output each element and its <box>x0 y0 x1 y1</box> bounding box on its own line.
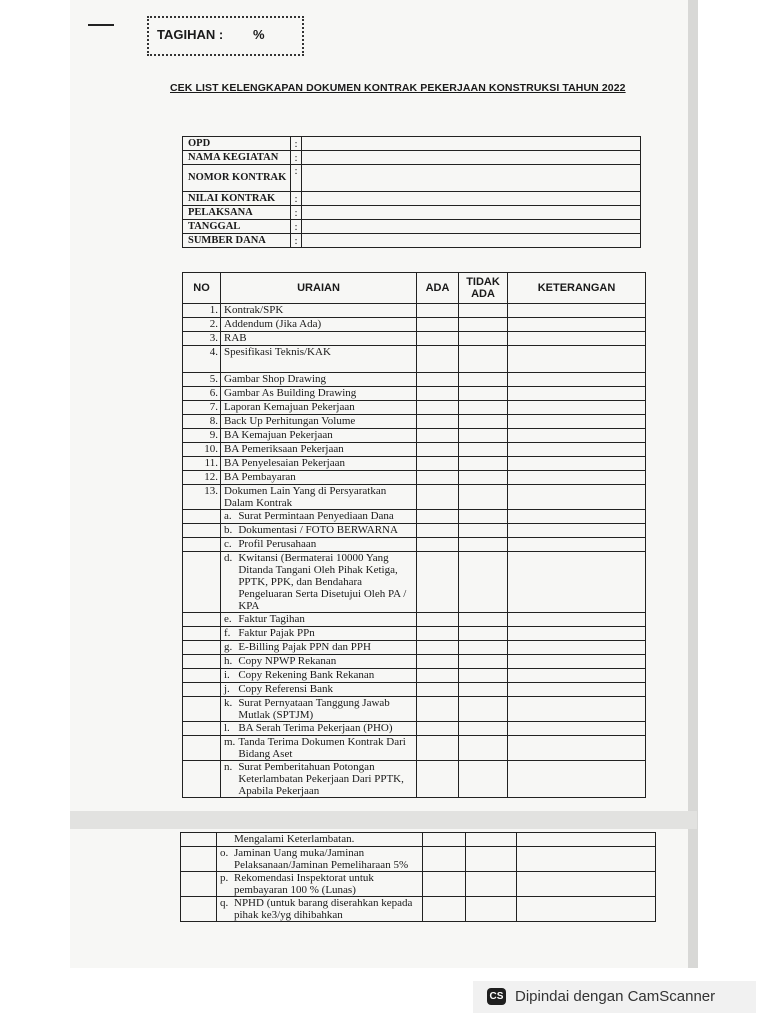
tidak-ada-cell[interactable] <box>459 538 508 552</box>
row-text: Dokumen Lain Yang di Persyaratkan Dalam Kontrak <box>221 485 417 510</box>
row-text: BA Pembayaran <box>221 471 417 485</box>
keterangan-cell[interactable] <box>508 485 646 510</box>
info-value <box>302 234 641 248</box>
keterangan-cell[interactable] <box>508 761 646 798</box>
keterangan-cell[interactable] <box>508 510 646 524</box>
sub-letter: d. <box>221 552 236 613</box>
sub-row <box>183 538 646 552</box>
sub-row <box>183 552 646 613</box>
keterangan-cell[interactable] <box>508 457 646 471</box>
info-sep: : <box>291 151 302 165</box>
info-value <box>302 165 641 192</box>
keterangan-cell[interactable] <box>508 538 646 552</box>
checklist-table-continued <box>180 832 656 922</box>
info-value <box>302 151 641 165</box>
row-text: RAB <box>221 332 417 346</box>
ada-cell[interactable] <box>423 847 466 872</box>
tidak-ada-cell[interactable] <box>459 346 508 373</box>
ada-cell[interactable] <box>423 872 466 897</box>
row-number: 5. <box>183 373 221 387</box>
row-number: 9. <box>183 429 221 443</box>
tidak-ada-cell[interactable] <box>466 872 517 897</box>
row-text: BA Kemajuan Pekerjaan <box>221 429 417 443</box>
sub-text: Copy Rekening Bank Rekanan <box>235 669 416 683</box>
sub-letter: n. <box>221 761 236 798</box>
info-sep: : <box>291 234 302 248</box>
tidak-ada-cell[interactable] <box>459 683 508 697</box>
sub-text: Copy Referensi Bank <box>235 683 416 697</box>
keterangan-cell[interactable] <box>508 669 646 683</box>
tagihan-percent: % <box>253 27 265 42</box>
checklist-table <box>182 272 646 798</box>
sub-text: Jaminan Uang muka/Jaminan Pelaksanaan/Jaminan Pemeliharaan 5% <box>231 847 423 872</box>
ada-cell[interactable] <box>423 897 466 922</box>
keterangan-cell[interactable] <box>508 415 646 429</box>
keterangan-cell[interactable] <box>508 401 646 415</box>
sub-letter: a. <box>221 510 236 524</box>
ada-cell[interactable] <box>417 485 459 510</box>
info-sep: : <box>291 206 302 220</box>
info-row <box>183 234 641 248</box>
sub-text: BA Serah Terima Pekerjaan (PHO) <box>235 722 416 736</box>
tidak-ada-cell[interactable] <box>459 552 508 613</box>
info-value <box>302 206 641 220</box>
tidak-ada-cell[interactable] <box>459 669 508 683</box>
keterangan-cell[interactable] <box>508 627 646 641</box>
ada-cell[interactable] <box>417 669 459 683</box>
keterangan-cell[interactable] <box>508 552 646 613</box>
sub-text: Surat Pemberitahuan Potongan Keterlambatan Pekerjaan Dari PPTK, Apabila Pekerjaan <box>235 761 416 798</box>
sub-text: Faktur Pajak PPn <box>235 627 416 641</box>
sub-row <box>181 833 656 847</box>
info-label: TANGGAL <box>183 220 291 234</box>
tidak-ada-cell[interactable] <box>459 627 508 641</box>
tagihan-box <box>147 16 304 56</box>
row-number: 13. <box>183 485 221 510</box>
tagihan-label: TAGIHAN : <box>157 27 224 42</box>
sub-letter: m. <box>221 736 236 761</box>
tidak-ada-cell[interactable] <box>459 443 508 457</box>
info-sep: : <box>291 192 302 206</box>
row-text: Kontrak/SPK <box>221 304 417 318</box>
tidak-ada-cell[interactable] <box>459 613 508 627</box>
row-number: 3. <box>183 332 221 346</box>
tidak-ada-cell[interactable] <box>459 471 508 485</box>
row-number: 4. <box>183 346 221 373</box>
sub-text: E-Billing Pajak PPN dan PPH <box>235 641 416 655</box>
table-row <box>183 332 646 346</box>
sub-row <box>181 897 656 922</box>
row-number: 6. <box>183 387 221 401</box>
page-fold <box>70 811 697 829</box>
sub-text: Profil Perusahaan <box>235 538 416 552</box>
tidak-ada-cell[interactable] <box>466 833 517 847</box>
info-label: PELAKSANA <box>183 206 291 220</box>
sub-text: Mengalami Keterlambatan. <box>231 833 423 847</box>
info-row <box>183 165 641 192</box>
ada-cell[interactable] <box>417 538 459 552</box>
tidak-ada-cell[interactable] <box>459 722 508 736</box>
sub-row <box>183 697 646 722</box>
row-text: BA Penyelesaian Pekerjaan <box>221 457 417 471</box>
ada-cell[interactable] <box>417 683 459 697</box>
row-number: 2. <box>183 318 221 332</box>
row-number: 11. <box>183 457 221 471</box>
camscanner-icon: CS <box>487 988 506 1005</box>
keterangan-cell[interactable] <box>508 346 646 373</box>
sub-text: Dokumentasi / FOTO BERWARNA <box>235 524 416 538</box>
row-number: 8. <box>183 415 221 429</box>
tidak-ada-cell[interactable] <box>459 373 508 387</box>
keterangan-cell[interactable] <box>508 443 646 457</box>
table-row <box>183 401 646 415</box>
info-value <box>302 137 641 151</box>
info-sep: : <box>291 220 302 234</box>
keterangan-cell[interactable] <box>517 872 656 897</box>
keterangan-cell[interactable] <box>508 332 646 346</box>
ada-cell[interactable] <box>417 627 459 641</box>
sub-row <box>183 627 646 641</box>
document-title: CEK LIST KELENGKAPAN DOKUMEN KONTRAK PEKERJAAN KONSTRUKSI TAHUN 2022 <box>170 82 626 94</box>
sub-letter <box>217 833 232 847</box>
tidak-ada-cell[interactable] <box>459 641 508 655</box>
sub-letter: k. <box>221 697 236 722</box>
keterangan-cell[interactable] <box>508 429 646 443</box>
info-label: OPD <box>183 137 291 151</box>
table-row <box>183 387 646 401</box>
tidak-ada-cell[interactable] <box>459 510 508 524</box>
info-label: SUMBER DANA <box>183 234 291 248</box>
keterangan-cell[interactable] <box>517 847 656 872</box>
header-no: NO <box>183 273 221 304</box>
info-row <box>183 192 641 206</box>
ada-cell[interactable] <box>417 304 459 318</box>
sub-row <box>183 524 646 538</box>
tidak-ada-cell[interactable] <box>459 697 508 722</box>
ada-cell[interactable] <box>417 415 459 429</box>
keterangan-cell[interactable] <box>508 387 646 401</box>
ada-cell[interactable] <box>417 613 459 627</box>
tidak-ada-cell[interactable] <box>459 387 508 401</box>
keterangan-cell[interactable] <box>508 613 646 627</box>
ada-cell[interactable] <box>417 387 459 401</box>
ada-cell[interactable] <box>417 697 459 722</box>
sub-letter: q. <box>217 897 232 922</box>
sub-row <box>181 872 656 897</box>
sub-letter: g. <box>221 641 236 655</box>
keterangan-cell[interactable] <box>508 736 646 761</box>
ada-cell[interactable] <box>423 833 466 847</box>
tidak-ada-cell[interactable] <box>459 761 508 798</box>
info-value <box>302 192 641 206</box>
sub-letter: e. <box>221 613 236 627</box>
sub-letter: f. <box>221 627 236 641</box>
tidak-ada-cell[interactable] <box>459 457 508 471</box>
ada-cell[interactable] <box>417 457 459 471</box>
ada-cell[interactable] <box>417 401 459 415</box>
info-label: NILAI KONTRAK <box>183 192 291 206</box>
row-number: 10. <box>183 443 221 457</box>
ada-cell[interactable] <box>417 722 459 736</box>
ada-cell[interactable] <box>417 429 459 443</box>
sub-row <box>183 613 646 627</box>
keterangan-cell[interactable] <box>508 304 646 318</box>
keterangan-cell[interactable] <box>508 722 646 736</box>
table-row <box>183 443 646 457</box>
table-row <box>183 415 646 429</box>
sub-letter: p. <box>217 872 232 897</box>
table-row <box>183 457 646 471</box>
sub-letter: i. <box>221 669 236 683</box>
keterangan-cell[interactable] <box>508 697 646 722</box>
sub-row <box>181 847 656 872</box>
info-row <box>183 206 641 220</box>
ada-cell[interactable] <box>417 443 459 457</box>
ada-cell[interactable] <box>417 373 459 387</box>
sub-row <box>183 683 646 697</box>
keterangan-cell[interactable] <box>508 655 646 669</box>
ada-cell[interactable] <box>417 655 459 669</box>
table-row <box>183 429 646 443</box>
tidak-ada-cell[interactable] <box>459 318 508 332</box>
sub-letter: j. <box>221 683 236 697</box>
camscanner-badge <box>473 981 756 1013</box>
keterangan-cell[interactable] <box>508 373 646 387</box>
sub-row <box>183 722 646 736</box>
sub-letter: h. <box>221 655 236 669</box>
camscanner-text: Dipindai dengan CamScanner <box>515 988 716 1005</box>
header-tidak-ada: TIDAK ADA <box>459 273 508 304</box>
sub-row <box>183 736 646 761</box>
sub-row <box>183 761 646 798</box>
ada-cell[interactable] <box>417 346 459 373</box>
keterangan-cell[interactable] <box>508 471 646 485</box>
info-row <box>183 137 641 151</box>
table-row <box>183 485 646 510</box>
sub-row <box>183 510 646 524</box>
info-value <box>302 220 641 234</box>
info-label: NOMOR KONTRAK <box>183 165 291 192</box>
row-text: Gambar As Building Drawing <box>221 387 417 401</box>
tidak-ada-cell[interactable] <box>459 332 508 346</box>
ada-cell[interactable] <box>417 552 459 613</box>
tidak-ada-cell[interactable] <box>459 655 508 669</box>
ada-cell[interactable] <box>417 471 459 485</box>
table-row <box>183 471 646 485</box>
tidak-ada-cell[interactable] <box>466 897 517 922</box>
info-sep: : <box>291 165 302 192</box>
row-number: 7. <box>183 401 221 415</box>
tidak-ada-cell[interactable] <box>466 847 517 872</box>
table-row <box>183 346 646 373</box>
sub-text: Surat Pernyataan Tanggung Jawab Mutlak (SPTJM) <box>235 697 416 722</box>
tidak-ada-cell[interactable] <box>459 415 508 429</box>
keterangan-cell[interactable] <box>508 318 646 332</box>
info-label: NAMA KEGIATAN <box>183 151 291 165</box>
tidak-ada-cell[interactable] <box>459 524 508 538</box>
tidak-ada-cell[interactable] <box>459 429 508 443</box>
row-number: 12. <box>183 471 221 485</box>
row-text: Addendum (Jika Ada) <box>221 318 417 332</box>
ada-cell[interactable] <box>417 510 459 524</box>
info-row <box>183 151 641 165</box>
tidak-ada-cell[interactable] <box>459 736 508 761</box>
sub-letter: o. <box>217 847 232 872</box>
table-row <box>183 304 646 318</box>
pen-mark <box>88 24 114 26</box>
info-sep: : <box>291 137 302 151</box>
sub-row <box>183 641 646 655</box>
header-keterangan: KETERANGAN <box>508 273 646 304</box>
info-row <box>183 220 641 234</box>
sub-row <box>183 669 646 683</box>
keterangan-cell[interactable] <box>508 683 646 697</box>
table-row <box>183 318 646 332</box>
sub-letter: l. <box>221 722 236 736</box>
table-row <box>183 373 646 387</box>
sub-letter: c. <box>221 538 236 552</box>
ada-cell[interactable] <box>417 736 459 761</box>
ada-cell[interactable] <box>417 318 459 332</box>
row-text: Spesifikasi Teknis/KAK <box>221 346 417 373</box>
row-text: Back Up Perhitungan Volume <box>221 415 417 429</box>
sub-text: Kwitansi (Bermaterai 10000 Yang Ditanda Tangani Oleh Pihak Ketiga, PPTK, PPK, dan Bendahara Pengeluaran Serta Disetujui Oleh PA / KPA <box>235 552 416 613</box>
sub-text: Rekomendasi Inspektorat untuk pembayaran 100 % (Lunas) <box>231 872 423 897</box>
ada-cell[interactable] <box>417 761 459 798</box>
header-uraian: URAIAN <box>221 273 417 304</box>
header-ada: ADA <box>417 273 459 304</box>
keterangan-cell[interactable] <box>517 897 656 922</box>
sub-letter: b. <box>221 524 236 538</box>
sub-text: Tanda Terima Dokumen Kontrak Dari Bidang Aset <box>235 736 416 761</box>
tidak-ada-cell[interactable] <box>459 401 508 415</box>
keterangan-cell[interactable] <box>508 524 646 538</box>
keterangan-cell[interactable] <box>517 833 656 847</box>
row-text: Laporan Kemajuan Pekerjaan <box>221 401 417 415</box>
row-text: Gambar Shop Drawing <box>221 373 417 387</box>
tidak-ada-cell[interactable] <box>459 304 508 318</box>
sub-row <box>183 655 646 669</box>
ada-cell[interactable] <box>417 641 459 655</box>
sub-text: Surat Permintaan Penyediaan Dana <box>235 510 416 524</box>
ada-cell[interactable] <box>417 524 459 538</box>
sub-text: Faktur Tagihan <box>235 613 416 627</box>
tidak-ada-cell[interactable] <box>459 485 508 510</box>
sub-text: NPHD (untuk barang diserahkan kepada pihak ke3/yg dihibahkan <box>231 897 423 922</box>
table-header-row <box>183 273 646 304</box>
keterangan-cell[interactable] <box>508 641 646 655</box>
sub-text: Copy NPWP Rekanan <box>235 655 416 669</box>
ada-cell[interactable] <box>417 332 459 346</box>
row-text: BA Pemeriksaan Pekerjaan <box>221 443 417 457</box>
row-number: 1. <box>183 304 221 318</box>
info-table <box>182 136 641 248</box>
